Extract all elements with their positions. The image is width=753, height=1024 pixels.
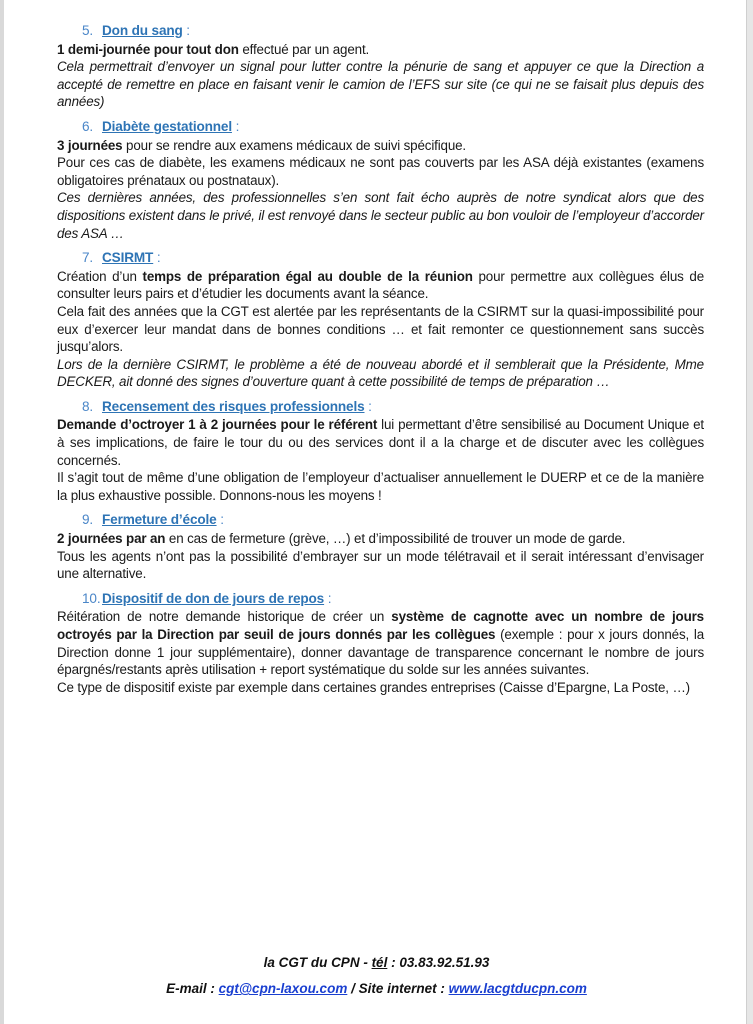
- text: effectué par un agent.: [238, 41, 370, 57]
- section-heading: [57, 118, 704, 136]
- footer-tel-label: tél: [371, 955, 388, 970]
- section-recensement-risques: [57, 398, 704, 505]
- section-heading: [57, 590, 704, 608]
- section-title: Don du sang: [102, 23, 183, 38]
- footer-links-line: [0, 981, 753, 996]
- website-link[interactable]: www.lacgtducpn.com: [448, 981, 587, 996]
- section-number: 9.: [82, 512, 94, 528]
- section-title: CSIRMT: [102, 250, 154, 266]
- paragraph: [57, 41, 704, 59]
- paragraph: [57, 137, 704, 155]
- text: pour permettre aux collègues élus de consulter leurs pairs et d’étudier les documents avant la séance.: [57, 268, 704, 302]
- section-title: Fermeture d’école: [102, 512, 217, 528]
- section-number: 8.: [82, 398, 94, 414]
- section-number: 10.: [82, 590, 101, 606]
- document-page: [57, 22, 704, 703]
- bold-text: 2 journées par an: [57, 531, 166, 547]
- footer-contact-line: [0, 955, 753, 970]
- paragraph: [57, 268, 704, 303]
- bold-text: 1 demi-journée pour tout don: [57, 41, 239, 57]
- email-link[interactable]: cgt@cpn-laxou.com: [218, 981, 348, 996]
- footer-org: la CGT du CPN -: [263, 955, 372, 970]
- footer-tel-value: : 03.83.92.51.93: [387, 955, 490, 970]
- paragraph: Cela fait des années que la CGT est alertée par les représentants de la CSIRMT sur la quasi-impossibilité pour eux d’exercer leur mandat dans de bonnes conditions … et fait remonter ce questionnement sans succès jusqu’alors.: [57, 303, 704, 355]
- page-edge-right: [746, 0, 753, 1024]
- paragraph-italic: Lors de la dernière CSIRMT, le problème a été de nouveau abordé et il semblerait que la Présidente, Mme DECKER, ait donné des signes d’ouverture quant à cette possibilité de temps de préparation …: [57, 356, 704, 390]
- text: (exemple : pour x jours donnés, la Direction donne 1 jour supplémentaire), donner davantage de transparence concernant le nombre de jours épargnés/restants après utilisation + report systématique du solde sur les années suivantes.: [57, 627, 704, 678]
- section-number: 5.: [82, 23, 94, 38]
- footer-email-label: E-mail :: [166, 981, 219, 996]
- paragraph: [57, 416, 704, 469]
- bold-text: temps de préparation égal au double de la réunion: [142, 268, 473, 284]
- section-heading: [57, 511, 704, 529]
- section-number: 6.: [82, 118, 94, 134]
- section-number: 7.: [82, 250, 94, 266]
- paragraph: Pour ces cas de diabète, les examens médicaux ne sont pas couverts par les ASA déjà existantes (examens obligatoires prénataux ou postnataux).: [57, 155, 704, 188]
- paragraph: Il s’agit tout de même d’une obligation de l’employeur d’actualiser annuellement le DUERP et ce de la manière la plus exhaustive possible. Donnons-nous les moyens !: [57, 470, 704, 503]
- section-don-jours-repos: [57, 590, 704, 697]
- heading-colon: :: [216, 512, 224, 528]
- text: pour se rendre aux examens médicaux de suivi spécifique.: [122, 137, 467, 153]
- section-title: Dispositif de don de jours de repos: [102, 590, 325, 606]
- paragraph: [57, 530, 704, 548]
- heading-colon: :: [153, 250, 161, 266]
- paragraph: Tous les agents n’ont pas la possibilité d’embrayer sur un mode télétravail et il serait intéressant d’envisager une alternative.: [57, 548, 704, 582]
- section-csirmt: [57, 249, 704, 391]
- paragraph: [57, 608, 704, 678]
- text: lui permettant d’être sensibilisé au Document Unique et à ses implications, de faire le tour du ou des services dont il a la charge et de discuter avec les collègues concernés.: [57, 417, 704, 468]
- bold-text: Demande d’octroyer 1 à 2 journées pour le référent: [57, 417, 378, 433]
- bold-text: 3 journées: [57, 137, 123, 153]
- bold-text: système de cagnotte avec un nombre de jours octroyés par la Direction par seuil de jours donnés par les collègues: [57, 609, 704, 642]
- text: Création d’un: [57, 268, 143, 284]
- footer-site-label: / Site internet :: [347, 981, 449, 996]
- section-diabete-gestationnel: [57, 118, 704, 242]
- section-fermeture-ecole: [57, 511, 704, 582]
- page-edge-left: [0, 0, 4, 1024]
- paragraph-italic: Cela permettrait d’envoyer un signal pour lutter contre la pénurie de sang et appuyer ce que la Direction a accepté de remettre en place en faisant venir le camion de l’EFS sur site (ce qui ne se faisait plus depuis des années): [57, 59, 704, 110]
- section-title: Recensement des risques professionnels: [102, 398, 365, 414]
- heading-colon: :: [364, 398, 372, 414]
- text: Réitération de notre demande historique de créer un: [57, 609, 392, 625]
- text: en cas de fermeture (grève, …) et d’impossibilité de trouver un mode de garde.: [165, 531, 626, 547]
- section-heading: [57, 249, 704, 267]
- heading-colon: :: [231, 118, 240, 134]
- section-title: Diabète gestationnel: [102, 118, 232, 134]
- section-heading: [57, 398, 704, 416]
- paragraph-italic: Ces dernières années, des professionnelles s’en sont fait écho auprès de notre syndicat alors que des dispositions existent dans le privé, il est renvoyé dans le secteur public au bon vouloir de l’employeur d’accorder des ASA …: [57, 190, 704, 241]
- heading-colon: :: [324, 590, 332, 606]
- heading-colon: :: [182, 23, 190, 38]
- section-don-du-sang: [57, 22, 704, 111]
- paragraph: Ce type de dispositif existe par exemple dans certaines grandes entreprises (Caisse d’Epargne, La Poste, …): [57, 679, 690, 695]
- section-heading: [57, 22, 704, 40]
